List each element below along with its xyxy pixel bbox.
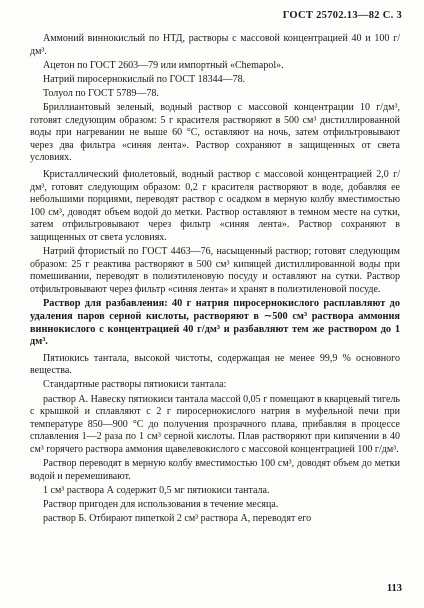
page-header: ГОСТ 25702.13—82 С. 3 — [282, 10, 402, 21]
page-number: 113 — [386, 583, 402, 594]
paragraph: 1 см³ раствора А содержит 0,5 мг пятиокиси тантала. — [43, 484, 270, 496]
paragraph: раствор Б. Отбирают пипеткой 2 см³ раствора А, переводят его — [43, 512, 312, 524]
paragraph: Раствор пригоден для использования в течение месяца. — [43, 498, 279, 510]
body-text — [30, 33, 400, 527]
paragraph: Натрий фтористый по ГОСТ 4463—76, насыщенный раствор; готовят следующим образом: 25 г реактива растворяют в 500 см³ кипящей дистиллированной воды при помешивании, переводят в полиэтиленовую посуду и оставляют на сутки. Раствор отфильтровывают через фильтр «синяя лента» и хранят в полиэтиленовой посуде. — [30, 246, 400, 295]
paragraph-bold: Раствор для разбавления: 40 г натрия пиросернокислого расплавляют до удаления паров серной кислоты, растворяют в ∼500 см³ раствора аммония виннокислого с концентрацией 40 г/дм³ и разбавляют тем же раствором до 1 дм³. — [30, 298, 400, 348]
paragraph: Толуол по ГОСТ 5789—78. — [43, 87, 159, 99]
paragraph: Аммоний виннокислый по НТД, растворы с массовой концентрацией 40 и 100 г/дм³. — [30, 33, 400, 57]
paragraph: Стандартные растворы пятиокиси тантала: — [43, 379, 227, 391]
paragraph: раствор А. Навеску пятиокиси тантала массой 0,05 г помещают в кварцевый тигель с крышкой и сплавляют с 2 г пиросернокислого натрия в муфельной печи при температуре 850—900 °С до получения прозрачного плава, прибавляя в процессе сплавления 1—2 раза по 1 см³ серной кислоты. Плав растворяют при кипячении в 40 см³ горячего раствора аммония щавелевокислого с массовой концентрацией 100 г/дм³. — [30, 393, 400, 455]
paragraph: Бриллиантовый зеленый, водный раствор с массовой концентрации 10 г/дм³, готовят следующим образом: 5 г красителя растворяют в 500 см³ дистиллированной воды при нагревании не выше 60 °С, оставляют на ночь, затем отфильтровывают через два фильтра «синяя лента». Раствор сохраняют в защищенных от света условиях. — [30, 101, 400, 164]
paragraph: Ацетон по ГОСТ 2603—79 или импортный «Chemapol». — [43, 59, 284, 71]
paragraph: Пятиокись тантала, высокой чистоты, содержащая не менее 99,9 % основного вещества. — [30, 352, 400, 377]
paragraph: Натрий пиросернокислый по ГОСТ 18344—78. — [43, 73, 246, 85]
paragraph: Кристаллический фиолетовый, водный раствор с массовой концентрацией 2,0 г/дм³, готовят следующим образом: 0,2 г красителя растворяют в воде, добавляя ее небольшими порциями, переводят раствор с осадком в мерную колбу вместимостью 100 см³, доводят объем водой до метки. Раствор оставляют в темном месте на сутки, затем отфильтровывают через фильтр «синяя лента». Раствор сохраняют в защищенных от света условиях. — [30, 168, 400, 243]
paragraph: Раствор переводят в мерную колбу вместимостью 100 см³, доводят объем до метки водой и перемешивают. — [30, 458, 400, 482]
